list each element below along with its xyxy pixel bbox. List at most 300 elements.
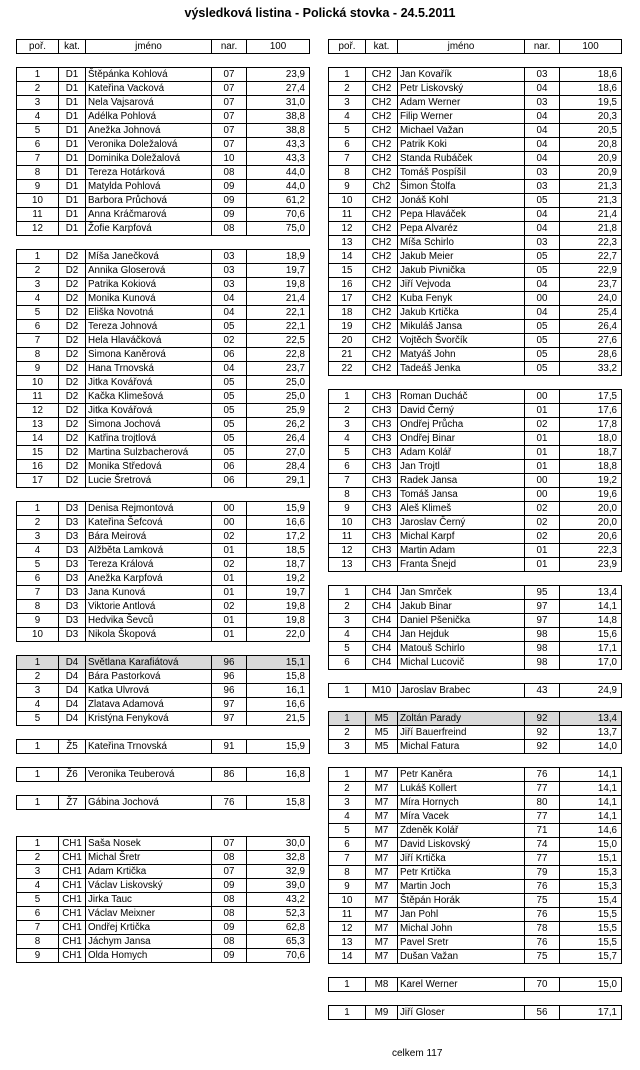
table-row	[329, 390, 622, 404]
name-cell: Aleš Klimeš	[398, 502, 525, 516]
table-row	[17, 935, 310, 949]
time-cell: 25,0	[247, 376, 310, 390]
name-cell: Hedvika Ševců	[86, 614, 212, 628]
time-cell: 44,0	[247, 166, 310, 180]
rank-cell: 1	[329, 68, 366, 82]
time-cell: 27,0	[247, 446, 310, 460]
born-cell: 08	[212, 222, 247, 236]
table-row	[329, 922, 622, 936]
table-row	[17, 432, 310, 446]
category-cell: M7	[366, 810, 398, 824]
rank-cell: 12	[17, 404, 59, 418]
time-cell: 13,7	[560, 726, 622, 740]
born-cell: 05	[212, 432, 247, 446]
table-row	[329, 614, 622, 628]
born-cell: 08	[212, 893, 247, 907]
name-cell: Zdeněk Kolář	[398, 824, 525, 838]
results-column-right	[328, 39, 622, 1020]
table-row	[329, 166, 622, 180]
rank-cell: 4	[17, 110, 59, 124]
rank-cell: 8	[17, 166, 59, 180]
category-cell: Ch2	[366, 180, 398, 194]
time-cell: 22,1	[247, 306, 310, 320]
category-cell: D3	[59, 572, 86, 586]
rank-cell: 19	[329, 320, 366, 334]
born-cell: 05	[525, 194, 560, 208]
name-cell: Jakub Meier	[398, 250, 525, 264]
born-cell: 04	[525, 222, 560, 236]
rank-cell: 5	[329, 824, 366, 838]
born-cell: 09	[212, 879, 247, 893]
category-cell: CH4	[366, 628, 398, 642]
rank-cell: 4	[17, 698, 59, 712]
born-cell: 05	[525, 334, 560, 348]
rank-cell: 9	[329, 180, 366, 194]
name-cell: Michael Važan	[398, 124, 525, 138]
table-row	[329, 908, 622, 922]
category-cell: D3	[59, 530, 86, 544]
header-time: 100	[560, 40, 622, 54]
table-row	[329, 208, 622, 222]
table-row	[329, 418, 622, 432]
rank-cell: 8	[17, 935, 59, 949]
table-row	[17, 348, 310, 362]
category-cell: D2	[59, 320, 86, 334]
name-cell: Tomáš Pospíšil	[398, 166, 525, 180]
table-row	[17, 628, 310, 642]
category-cell: D1	[59, 124, 86, 138]
rank-cell: 16	[17, 460, 59, 474]
header-born: nar.	[525, 40, 560, 54]
category-cell: CH1	[59, 893, 86, 907]
name-cell: Zoltán Parady	[398, 712, 525, 726]
table-row	[17, 264, 310, 278]
name-cell: Ondřej Krtička	[86, 921, 212, 935]
name-cell: Jana Kunová	[86, 586, 212, 600]
born-cell: 03	[212, 264, 247, 278]
spacer-row	[17, 236, 310, 250]
born-cell: 07	[212, 82, 247, 96]
time-cell: 22,9	[560, 264, 622, 278]
name-cell: Michal Šretr	[86, 851, 212, 865]
table-header	[17, 40, 310, 54]
header-rank: poř.	[17, 40, 59, 54]
table-row	[329, 404, 622, 418]
rank-cell: 3	[329, 418, 366, 432]
rank-cell: 21	[329, 348, 366, 362]
time-cell: 17,8	[560, 418, 622, 432]
time-cell: 18,9	[247, 250, 310, 264]
name-cell: Štěpánka Kohlová	[86, 68, 212, 82]
time-cell: 22,1	[247, 320, 310, 334]
time-cell: 21,4	[560, 208, 622, 222]
table-row	[329, 880, 622, 894]
time-cell: 17,0	[560, 656, 622, 670]
category-cell: D4	[59, 698, 86, 712]
time-cell: 20,9	[560, 166, 622, 180]
rank-cell: 11	[17, 390, 59, 404]
time-cell: 70,6	[247, 208, 310, 222]
table-row	[17, 879, 310, 893]
time-cell: 28,4	[247, 460, 310, 474]
table-row	[329, 866, 622, 880]
name-cell: Martina Sulzbacherová	[86, 446, 212, 460]
rank-cell: 4	[329, 628, 366, 642]
category-cell: D3	[59, 558, 86, 572]
time-cell: 19,8	[247, 614, 310, 628]
born-cell: 76	[525, 880, 560, 894]
spacer-row	[329, 670, 622, 684]
name-cell: Jirka Tauc	[86, 893, 212, 907]
rank-cell: 2	[329, 82, 366, 96]
table-row	[329, 306, 622, 320]
rank-cell: 3	[329, 796, 366, 810]
born-cell: 02	[212, 530, 247, 544]
rank-cell: 4	[329, 810, 366, 824]
category-cell: M7	[366, 880, 398, 894]
name-cell: Filip Werner	[398, 110, 525, 124]
born-cell: 01	[525, 460, 560, 474]
time-cell: 43,2	[247, 893, 310, 907]
time-cell: 26,4	[560, 320, 622, 334]
name-cell: Dušan Važan	[398, 950, 525, 964]
rank-cell: 7	[17, 921, 59, 935]
name-cell: Jaroslav Černý	[398, 516, 525, 530]
category-cell: D1	[59, 82, 86, 96]
spacer-row	[329, 964, 622, 978]
rank-cell: 22	[329, 362, 366, 376]
category-cell: CH3	[366, 418, 398, 432]
spacer-cell	[329, 754, 622, 768]
category-cell: D1	[59, 166, 86, 180]
born-cell: 03	[525, 96, 560, 110]
name-cell: Karel Werner	[398, 978, 525, 992]
time-cell: 15,0	[560, 838, 622, 852]
name-cell: Franta Šnejd	[398, 558, 525, 572]
born-cell: 91	[212, 740, 247, 754]
table-row	[329, 726, 622, 740]
born-cell: 86	[212, 768, 247, 782]
born-cell: 76	[525, 936, 560, 950]
spacer-cell	[329, 572, 622, 586]
category-cell: D2	[59, 390, 86, 404]
table-row	[17, 194, 310, 208]
rank-cell: 8	[329, 166, 366, 180]
category-cell: CH3	[366, 432, 398, 446]
table-row	[329, 96, 622, 110]
header-name: jméno	[86, 40, 212, 54]
rank-cell: 1	[329, 978, 366, 992]
spacer-cell	[329, 670, 622, 684]
name-cell: Standa Rubáček	[398, 152, 525, 166]
category-cell: CH2	[366, 96, 398, 110]
table-row	[17, 851, 310, 865]
name-cell: Tomáš Jansa	[398, 488, 525, 502]
name-cell: Kačka Klimešová	[86, 390, 212, 404]
rank-cell: 9	[329, 502, 366, 516]
rank-cell: 2	[329, 600, 366, 614]
name-cell: Monika Kunová	[86, 292, 212, 306]
time-cell: 23,9	[560, 558, 622, 572]
rank-cell: 6	[17, 572, 59, 586]
rank-cell: 4	[17, 292, 59, 306]
table-row	[329, 250, 622, 264]
rank-cell: 12	[329, 222, 366, 236]
time-cell: 17,2	[247, 530, 310, 544]
spacer-row	[17, 782, 310, 796]
category-cell: D3	[59, 628, 86, 642]
rank-cell: 1	[329, 1006, 366, 1020]
name-cell: Denisa Rejmontová	[86, 502, 212, 516]
table-row	[329, 194, 622, 208]
born-cell: 95	[525, 586, 560, 600]
rank-cell: 12	[329, 544, 366, 558]
category-cell: D3	[59, 544, 86, 558]
name-cell: Jan Smrček	[398, 586, 525, 600]
category-cell: D2	[59, 264, 86, 278]
table-row	[329, 1006, 622, 1020]
time-cell: 44,0	[247, 180, 310, 194]
name-cell: Alžběta Lamková	[86, 544, 212, 558]
time-cell: 15,3	[560, 880, 622, 894]
born-cell: 96	[212, 670, 247, 684]
rank-cell: 13	[329, 236, 366, 250]
time-cell: 33,2	[560, 362, 622, 376]
time-cell: 70,6	[247, 949, 310, 963]
rank-cell: 5	[17, 124, 59, 138]
table-row	[329, 264, 622, 278]
category-cell: Ž7	[59, 796, 86, 810]
category-cell: CH1	[59, 879, 86, 893]
time-cell: 23,7	[560, 278, 622, 292]
rank-cell: 9	[17, 614, 59, 628]
rank-cell: 1	[17, 68, 59, 82]
category-cell: M7	[366, 796, 398, 810]
rank-cell: 5	[17, 306, 59, 320]
name-cell: Tereza Králová	[86, 558, 212, 572]
category-cell: D3	[59, 516, 86, 530]
rank-cell: 16	[329, 278, 366, 292]
time-cell: 17,1	[560, 642, 622, 656]
born-cell: 98	[525, 642, 560, 656]
rank-cell: 14	[329, 950, 366, 964]
table-row	[17, 278, 310, 292]
time-cell: 16,6	[247, 516, 310, 530]
name-cell: Ondřej Binar	[398, 432, 525, 446]
born-cell: 08	[212, 166, 247, 180]
name-cell: Pepa Hlaváček	[398, 208, 525, 222]
table-row	[17, 544, 310, 558]
time-cell: 21,4	[247, 292, 310, 306]
born-cell: 02	[212, 334, 247, 348]
category-cell: M7	[366, 908, 398, 922]
born-cell: 79	[525, 866, 560, 880]
category-cell: M7	[366, 950, 398, 964]
born-cell: 05	[212, 390, 247, 404]
category-cell: CH2	[366, 194, 398, 208]
rank-cell: 3	[329, 96, 366, 110]
spacer-row	[17, 823, 310, 837]
rank-cell: 5	[329, 446, 366, 460]
born-cell: 07	[212, 138, 247, 152]
time-cell: 25,0	[247, 390, 310, 404]
time-cell: 19,2	[247, 572, 310, 586]
name-cell: Míra Hornych	[398, 796, 525, 810]
time-cell: 15,3	[560, 866, 622, 880]
category-cell: CH3	[366, 390, 398, 404]
born-cell: 05	[212, 446, 247, 460]
table-row	[17, 166, 310, 180]
time-cell: 15,1	[560, 852, 622, 866]
time-cell: 14,6	[560, 824, 622, 838]
rank-cell: 10	[17, 628, 59, 642]
born-cell: 07	[212, 110, 247, 124]
rank-cell: 8	[329, 488, 366, 502]
table-row	[329, 236, 622, 250]
born-cell: 10	[212, 152, 247, 166]
category-cell: M7	[366, 824, 398, 838]
category-cell: D1	[59, 194, 86, 208]
born-cell: 07	[212, 68, 247, 82]
table-row	[17, 474, 310, 488]
table-row	[17, 250, 310, 264]
category-cell: CH2	[366, 278, 398, 292]
time-cell: 19,7	[247, 586, 310, 600]
table-row	[17, 124, 310, 138]
born-cell: 97	[525, 600, 560, 614]
time-cell: 18,7	[247, 558, 310, 572]
born-cell: 77	[525, 810, 560, 824]
rank-cell: 14	[17, 432, 59, 446]
born-cell: 92	[525, 712, 560, 726]
born-cell: 01	[212, 614, 247, 628]
time-cell: 15,8	[247, 796, 310, 810]
born-cell: 09	[212, 949, 247, 963]
name-cell: Simona Jochová	[86, 418, 212, 432]
category-cell: D2	[59, 460, 86, 474]
time-cell: 13,4	[560, 712, 622, 726]
table-row	[17, 306, 310, 320]
spacer-cell	[17, 823, 310, 837]
table-row	[329, 222, 622, 236]
born-cell: 70	[525, 978, 560, 992]
name-cell: Mikuláš Jansa	[398, 320, 525, 334]
born-cell: 04	[212, 362, 247, 376]
table-row	[17, 376, 310, 390]
table-row	[17, 320, 310, 334]
name-cell: Jan Hejduk	[398, 628, 525, 642]
table-row	[17, 138, 310, 152]
rank-cell: 10	[329, 894, 366, 908]
table-row	[17, 684, 310, 698]
time-cell: 18,7	[560, 446, 622, 460]
category-cell: D3	[59, 502, 86, 516]
born-cell: 03	[525, 180, 560, 194]
time-cell: 29,1	[247, 474, 310, 488]
name-cell: Jiří Vejvoda	[398, 278, 525, 292]
name-cell: Jitka Kovářová	[86, 376, 212, 390]
rank-cell: 3	[17, 865, 59, 879]
name-cell: Martin Adam	[398, 544, 525, 558]
spacer-row	[17, 754, 310, 768]
born-cell: 05	[212, 418, 247, 432]
name-cell: Saša Nosek	[86, 837, 212, 851]
born-cell: 06	[212, 348, 247, 362]
category-cell: M7	[366, 866, 398, 880]
table-row	[329, 656, 622, 670]
time-cell: 14,1	[560, 782, 622, 796]
name-cell: Petr Liskovský	[398, 82, 525, 96]
name-cell: Anežka Johnová	[86, 124, 212, 138]
spacer-cell	[17, 782, 310, 796]
name-cell: Míša Schirlo	[398, 236, 525, 250]
born-cell: 04	[525, 278, 560, 292]
time-cell: 22,8	[247, 348, 310, 362]
rank-cell: 1	[329, 684, 366, 698]
table-row	[17, 656, 310, 670]
rank-cell: 1	[17, 837, 59, 851]
born-cell: 08	[212, 907, 247, 921]
born-cell: 78	[525, 922, 560, 936]
spacer-cell	[329, 376, 622, 390]
rank-cell: 6	[329, 138, 366, 152]
table-row	[329, 320, 622, 334]
time-cell: 15,6	[560, 628, 622, 642]
rank-cell: 2	[17, 264, 59, 278]
table-row	[17, 698, 310, 712]
rank-cell: 11	[17, 208, 59, 222]
table-row	[17, 837, 310, 851]
spacer-cell	[329, 698, 622, 712]
header-category: kat.	[59, 40, 86, 54]
name-cell: Michal John	[398, 922, 525, 936]
born-cell: 00	[212, 516, 247, 530]
name-cell: Václav Meixner	[86, 907, 212, 921]
table-row	[329, 68, 622, 82]
name-cell: Zlatava Adamová	[86, 698, 212, 712]
born-cell: 05	[525, 348, 560, 362]
page-title: výsledková listina - Polická stovka - 24.5.2011	[184, 6, 456, 20]
name-cell: Viktorie Antlová	[86, 600, 212, 614]
category-cell: M9	[366, 1006, 398, 1020]
category-cell: CH3	[366, 474, 398, 488]
name-cell: Monika Středová	[86, 460, 212, 474]
category-cell: D1	[59, 110, 86, 124]
rank-cell: 10	[329, 516, 366, 530]
time-cell: 26,2	[247, 418, 310, 432]
category-cell: M5	[366, 740, 398, 754]
born-cell: 97	[525, 614, 560, 628]
time-cell: 14,0	[560, 740, 622, 754]
rank-cell: 1	[329, 768, 366, 782]
table-row	[17, 460, 310, 474]
time-cell: 27,4	[247, 82, 310, 96]
time-cell: 26,4	[247, 432, 310, 446]
time-cell: 38,8	[247, 110, 310, 124]
name-cell: Pepa Alvaréz	[398, 222, 525, 236]
spacer-cell	[329, 964, 622, 978]
born-cell: 05	[525, 264, 560, 278]
time-cell: 17,6	[560, 404, 622, 418]
time-cell: 22,3	[560, 236, 622, 250]
category-cell: CH1	[59, 921, 86, 935]
spacer-row	[329, 376, 622, 390]
time-cell: 38,8	[247, 124, 310, 138]
born-cell: 03	[212, 278, 247, 292]
category-cell: CH2	[366, 138, 398, 152]
born-cell: 07	[212, 96, 247, 110]
table-row	[17, 418, 310, 432]
